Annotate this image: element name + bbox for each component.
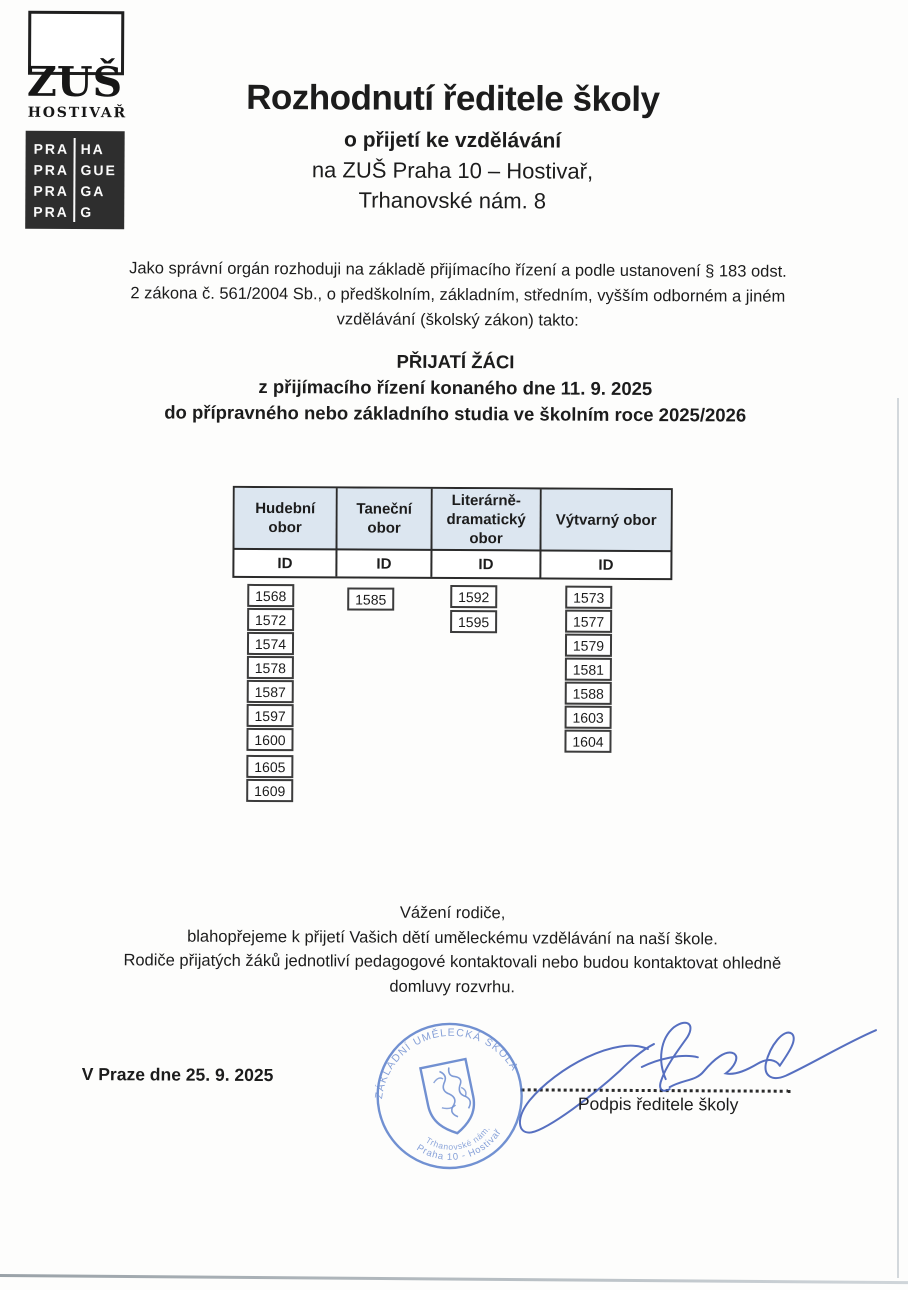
document-heading	[162, 78, 743, 215]
department-column	[430, 489, 539, 578]
logo-city-right: G	[73, 201, 124, 222]
scan-artifact-right-edge	[897, 398, 899, 1278]
student-id-box: 1568	[247, 584, 294, 607]
subtitle-2: na ZUŠ Praha 10 – Hostivař,	[311, 156, 594, 184]
signature-caption: Podpis ředitele školy	[577, 1093, 739, 1115]
stamp-top-text: ZÁKLADNÍ UMĚLECKÁ ŠKOLA	[372, 1026, 521, 1100]
stamp-bottom-text-1: Praha 10 - Hostivař	[414, 1127, 504, 1163]
logo-city-block	[25, 131, 125, 230]
page-title: Rozhodnutí ředitele školy	[246, 77, 660, 120]
student-id-box: 1573	[565, 586, 612, 609]
logo-city-left: PRA	[33, 203, 69, 220]
student-id-box: 1585	[347, 587, 394, 610]
logo-city-right: HA	[74, 138, 125, 159]
accepted-line-2: z přijímacího řízení konaného dne 11. 9. 2025	[258, 375, 653, 400]
student-id-box: 1604	[564, 730, 611, 753]
closing-paragraph	[52, 899, 853, 1001]
closing-line-4: domluvy rozvrhu.	[389, 977, 516, 996]
id-header: ID	[376, 555, 392, 573]
student-id-box: 1578	[247, 656, 294, 679]
closing-line-3: Rodiče přijatých žáků jednotliví pedagogové kontaktovali nebo budou kontaktovat ohledně	[123, 951, 782, 973]
student-id-box: 1600	[246, 728, 293, 751]
department-column	[539, 489, 670, 578]
student-id-box: 1577	[565, 610, 612, 633]
student-id-column	[564, 586, 612, 754]
logo-city-right: GUE	[73, 159, 124, 180]
intro-paragraph	[68, 256, 848, 335]
logo-city-row	[25, 180, 124, 202]
student-id-box: 1605	[246, 755, 293, 778]
id-header: ID	[478, 555, 494, 573]
stamp-bottom-text-2: Trhanovské nám.	[423, 1123, 493, 1152]
department-column	[335, 488, 430, 576]
student-id-box: 1609	[246, 779, 293, 802]
student-id-box: 1572	[247, 608, 294, 631]
subtitle-1: o přijetí ke vzdělávání	[344, 127, 562, 153]
student-id-column	[450, 585, 497, 634]
student-id-box: 1587	[247, 680, 294, 703]
departments-table	[232, 486, 672, 580]
id-header: ID	[277, 554, 293, 572]
student-id-box: 1592	[450, 585, 497, 608]
logo-city-left: PRA	[33, 161, 70, 178]
student-id-box: 1574	[247, 632, 294, 655]
department-header: Hudební obor	[234, 488, 335, 551]
student-id-box: 1603	[565, 706, 612, 729]
subtitle-3: Trhanovské nám. 8	[358, 186, 547, 213]
logo-city-row	[25, 159, 124, 181]
student-id-column	[347, 587, 394, 611]
intro-line-2: 2 zákona č. 561/2004 Sb., o předškolním, základním, středním, vyšším odborném a jiném	[130, 284, 786, 306]
department-header: Literárně- dramatický obor	[432, 489, 539, 552]
student-id-box: 1597	[247, 704, 294, 727]
accepted-line-3: do přípravného nebo základního studia ve školním roce 2025/2026	[164, 401, 747, 426]
id-header: ID	[598, 556, 614, 574]
accepted-line-1: PŘIJATÍ ŽÁCI	[396, 350, 515, 373]
logo-name: HOSTIVAŘ	[27, 104, 128, 122]
student-id-box: 1581	[565, 658, 612, 681]
logo-city-row	[25, 201, 124, 223]
closing-line-1: Vážení rodiče,	[399, 903, 506, 923]
student-id-box: 1588	[565, 682, 612, 705]
logo-city-left: PRA	[33, 140, 70, 157]
logo-city-right: GA	[73, 180, 124, 201]
closing-line-2: blahopřejeme k přijetí Vašich dětí uměleckému vzdělávání na naší škole.	[187, 927, 718, 948]
logo-city-left: PRA	[33, 182, 69, 199]
intro-line-1: Jako správní orgán rozhoduji na základě přijímacího řízení a podle ustanovení § 183 odst.	[129, 259, 787, 281]
accepted-students-heading	[75, 347, 835, 429]
student-id-box: 1595	[450, 610, 497, 633]
logo-city-row	[26, 138, 125, 160]
intro-line-3: vzdělávání (školský zákon) takto:	[336, 310, 579, 330]
department-header: Taneční obor	[337, 488, 430, 550]
department-header: Výtvarný obor	[541, 489, 670, 552]
director-signature	[497, 1008, 886, 1145]
department-column	[234, 488, 335, 577]
student-id-column	[246, 584, 294, 803]
date-place-line: V Praze dne 25. 9. 2025	[81, 1064, 274, 1086]
logo-acronym: ZUŠ	[26, 57, 123, 107]
student-id-box: 1579	[565, 634, 612, 657]
